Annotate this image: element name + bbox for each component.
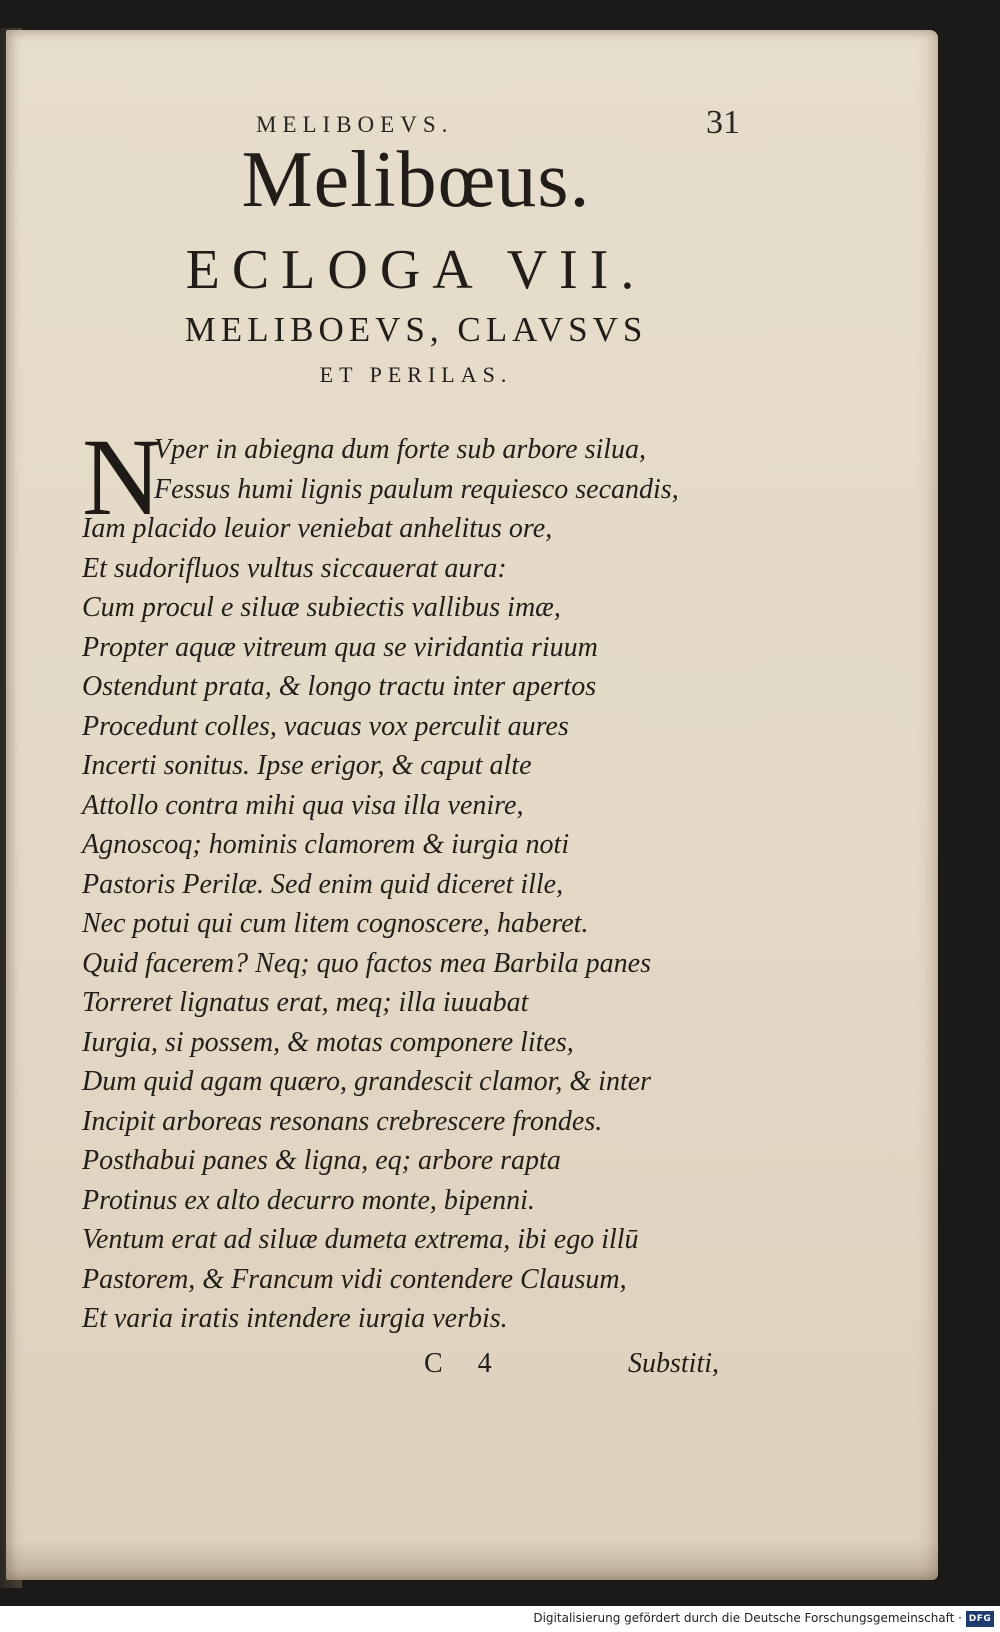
verse-line: Nec potui qui cum litem cognoscere, haberet.	[82, 908, 589, 939]
speakers-line-1: MELIBOEVS, CLAVSVS	[184, 310, 648, 349]
running-head: MELIBOEVS.	[256, 112, 454, 137]
speakers-line-2: ET PERILAS.	[319, 362, 513, 387]
book-page	[6, 30, 938, 1580]
verse-line: Torreret lignatus erat, meq; illa iuuabat	[82, 987, 529, 1018]
verse-line: Fessus humi lignis paulum requiesco secandis,	[154, 473, 679, 505]
verse-line: Incerti sonitus. Ipse erigor, & caput alte	[82, 750, 532, 781]
poem-title: Melibœus.	[241, 136, 591, 224]
page-number: 31	[706, 104, 740, 141]
verse-line: Quid facerem? Neq; quo factos mea Barbila panes	[82, 947, 651, 979]
dfg-logo-icon: DFG	[966, 1611, 994, 1627]
verse-line: Protinus ex alto decurro monte, bipenni.	[82, 1184, 535, 1216]
verse-line: Ventum erat ad siluæ dumeta extrema, ibi ego illū	[82, 1224, 639, 1255]
verse-line: Pastorem, & Francum vidi contendere Clausum,	[82, 1263, 627, 1295]
verse-line: Et sudorifluos vultus siccauerat aura:	[82, 552, 507, 584]
verse-line: Cum procul e siluæ subiectis vallibus imæ,	[82, 592, 561, 623]
verse-line: Agnoscoq; hominis clamorem & iurgia noti	[82, 829, 570, 860]
verse-line: Procedunt colles, vacuas vox perculit aures	[82, 710, 569, 742]
verse-line: Ostendunt prata, & longo tractu inter apertos	[82, 671, 597, 702]
verse-line: Vper in abiegna dum forte sub arbore silua,	[154, 434, 647, 465]
verse-line: Incipit arboreas resonans crebrescere frondes.	[82, 1105, 603, 1137]
drop-cap: N	[82, 416, 162, 538]
eclogue-number: ECLOGA VII.	[185, 239, 647, 301]
signature-mark: C 4	[424, 1348, 506, 1379]
verse-block	[82, 430, 742, 1339]
verse-line: Pastoris Perilæ. Sed enim quid diceret ille,	[82, 868, 564, 900]
digitization-credit: Digitalisierung gefördert durch die Deutsche Forschungsgemeinschaft ·	[533, 1611, 962, 1625]
verse-line: Attollo contra mihi qua visa illa venire,	[82, 789, 524, 821]
verse-line: Et varia iratis intendere iurgia verbis.	[82, 1303, 508, 1334]
verse-line: Posthabui panes & ligna, eq; arbore rapta	[82, 1145, 561, 1176]
verse-line: Iam placido leuior veniebat anhelitus ore,	[82, 513, 553, 544]
verse-line: Dum quid agam quæro, grandescit clamor, & inter	[82, 1066, 652, 1097]
catchword: Substiti,	[628, 1348, 720, 1379]
credit-bar	[0, 1606, 1000, 1632]
verse-line: Iurgia, si possem, & motas componere lites,	[82, 1026, 574, 1058]
verse-line: Propter aquæ vitreum qua se viridantia riuum	[82, 631, 598, 663]
